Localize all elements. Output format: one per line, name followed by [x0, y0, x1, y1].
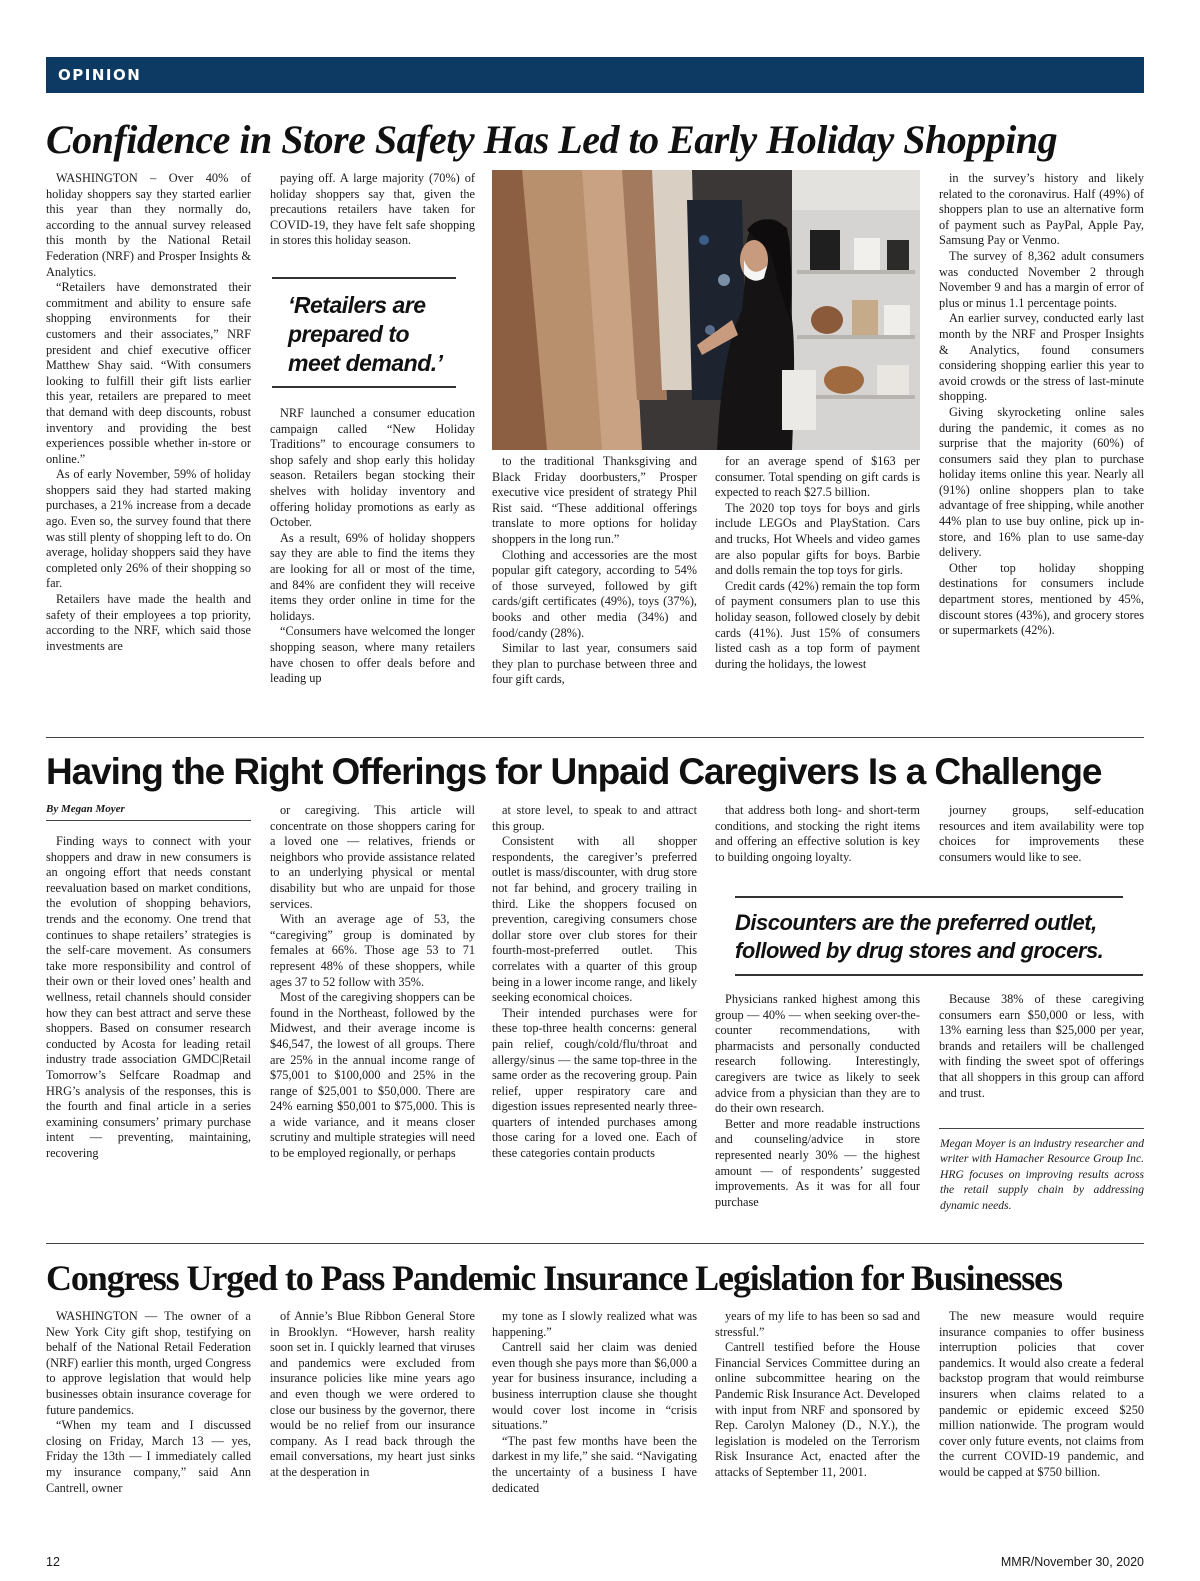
pullquote2-rule-top: [735, 896, 1123, 898]
article1-column-4: [715, 454, 920, 727]
article2-headline: Having the Right Offerings for Unpaid Caregivers Is a Challenge: [46, 751, 1102, 792]
article1-column-2-bottom: [270, 406, 475, 727]
pullquote2-rule-bottom: [735, 974, 1143, 976]
article3-column-1: [46, 1309, 251, 1537]
paragraph: “The past few months have been the darkest in my life,” she said. “Navigating the uncertainty of a business I have dedicated: [492, 1433, 697, 1495]
article1-column-2-top: [270, 171, 475, 267]
page-number: 12: [46, 1555, 60, 1569]
paragraph: An earlier survey, conducted early last month by the NRF and Prosper Insights & Analytics, found consumers considering shopping earlier this year to avoid crowds or the stress of last-minute shopping.: [939, 311, 1144, 404]
pullquote-rule-top: [272, 277, 456, 279]
article2-pullquote: Discounters are the preferred outlet, followed by drug stores and grocers.: [735, 910, 1104, 963]
article2-column-4-top: [715, 803, 920, 883]
article1-headline: Confidence in Store Safety Has Led to Early Holiday Shopping: [46, 117, 1058, 162]
paragraph: The new measure would require insurance companies to offer business interruption policies that cover pandemics. It would also create a federal backstop program that would reimburse insurers when claims related to a pandemic or epidemic exceed $250 million nationwide. The program would cover only future events, not claims from the current COVID-19 pandemic, and would be capped at $750 billion.: [939, 1309, 1144, 1479]
paragraph: Most of the caregiving shoppers can be found in the Northeast, followed by the Midwest, and their average income is $46,547, the lowest of all groups. There are 25% in the annual income range of $75,001 to $100,000 and 25% in the range of $25,001 to $50,000. There are 24% earning $50,001 to $75,000. This is a wide variance, and it means closer scrutiny and multiple strategies will need to be employed regionally, or perhaps: [270, 990, 475, 1161]
byline-rule: [46, 820, 251, 821]
paragraph: Cantrell testified before the House Financial Services Committee during an online subcommittee hearing on the Pandemic Risk Insurance Act. Developed with input from NRF and sponsored by Rep. Carolyn Maloney (D., N.Y.), the legislation is modeled on the Terrorism Risk Insurance Act, enacted after the attacks of September 11, 2001.: [715, 1340, 920, 1479]
issue-date: MMR/November 30, 2020: [1000, 1555, 1144, 1569]
paragraph: at store level, to speak to and attract this group.: [492, 803, 697, 833]
article2-byline: By Megan Moyer: [46, 803, 125, 815]
paragraph: WASHINGTON – Over 40% of holiday shoppers say they started earlier this year than they normally do, according to the annual survey released this month by the National Retail Federation (NRF) and Prosper Insights & Analytics.: [46, 171, 251, 279]
article1-column-5: [939, 171, 1144, 727]
paragraph: Better and more readable instructions and counseling/advice in store represented nearly 30% — the highest amount — of respondents’ suggested improvements. As it was for all four purchase: [715, 1116, 920, 1209]
paragraph: Finding ways to connect with your shoppers and draw in new consumers is an ongoing effort that needs constant reevaluation based on market conditions, the evolution of shopping behaviors, trends and the economy. One trend that continues to shape retailers’ strategies is the self-care movement. As consumers take more responsibility and control of their own or their loved ones’ health and wellness, retail channels should consider how they can best attract and serve these shoppers. Based on consumer research conducted by Acosta for leading retail industry trade association GMDC|Retail Tomorrow’s Selfcare Roadmap and HRG’s analysis of the responses, this is the fourth and final article in a series examining consumers’ primary purchase intent — preventing, maintaining, recovering: [46, 834, 251, 1160]
article2-column-1: [46, 834, 251, 1230]
article3-column-4: [715, 1309, 920, 1537]
paragraph: paying off. A large majority (70%) of holiday shoppers say that, given the precautions retailers have taken for COVID-19, they have felt safe shopping in stores this holiday season.: [270, 171, 475, 248]
paragraph: Other top holiday shopping destinations for consumers include department stores, mentioned by 45%, discount stores (43%), and grocery stores or supermarkets (42%).: [939, 560, 1144, 638]
paragraph: journey groups, self-education resources and item availability were top choices for improvements these consumers would like to see.: [939, 803, 1144, 864]
paragraph: Credit cards (42%) remain the top form of payment consumers plan to use this holiday season, followed closely by debit cards (41%). Just 15% of consumers listed cash as a top form of payment during the holidays, the lowest: [715, 578, 920, 671]
paragraph: Physicians ranked highest among this group — 40% — when seeking over-the-counter recommendations, with pharmacists and personally conducted research following. Interestingly, caregivers are twice as likely to seek advice from a physician than they are to do their own research.: [715, 992, 920, 1116]
paragraph: that address both long- and short-term conditions, and stocking the right items and offering an effective solution is key to building ongoing loyalty.: [715, 803, 920, 864]
paragraph: Their intended purchases were for these top-three health concerns: general pain relief, cough/cold/flu/throat and allergy/sinus — the same top-three in the same order as the recovering group. Pain relief, upper respiratory care and digestion issues represented nearly three-quarters of intended purchases among those caring for a loved one. Each of these categories contain products: [492, 1005, 697, 1161]
paragraph: NRF launched a consumer education campaign called “New Holiday Traditions” to encourage consumers to shop safely and shop early this holiday season. Retailers began stocking their shelves with holiday inventory and offering holiday promotions as early as October.: [270, 406, 475, 530]
article2-column-5-top: [939, 803, 1144, 883]
paragraph: As a result, 69% of holiday shoppers say they are able to find the items they are looking for all or most of the time, and 84% are confident they will receive items they order online in time for the holidays.: [270, 530, 475, 623]
paragraph: for an average spend of $163 per consumer. Total spending on gift cards is expected to reach $27.5 billion.: [715, 454, 920, 500]
article2-column-2: [270, 803, 475, 1230]
paragraph: in the survey’s history and likely related to the coronavirus. Half (49%) of shoppers plan to use an alternative form of payment such as PayPal, Apple Pay, Samsung Pay or Venmo.: [939, 171, 1144, 248]
paragraph: Because 38% of these caregiving consumers earn $50,000 or less, with 13% earning less than $25,000 per year, brands and retailers will be challenged with finding the sweet spot of offerings that all shoppers in this group can afford and trust.: [939, 992, 1144, 1100]
article-divider-2: [46, 1243, 1144, 1244]
pullquote-rule-bottom: [272, 386, 456, 388]
paragraph: “When my team and I discussed closing on Friday, March 13 — yes, Friday the 13th — I immediately called my insurance company,” said Ann Cantrell, owner: [46, 1418, 251, 1495]
paragraph: With an average age of 53, the “caregiving” group is dominated by females at 66%. Those age 53 to 71 represent 48% of these shoppers, while ages 37 to 52 follow with 35%.: [270, 912, 475, 989]
article3-column-5: [939, 1309, 1144, 1537]
article3-column-3: [492, 1309, 697, 1537]
paragraph: Consistent with all shopper respondents, the caregiver’s preferred outlet is mass/discounter, with drug store not far behind, and grocery trailing in third. Like the shoppers focused on prevention, caregiving consumers chose dollar store over club stores for their fourth-most-preferred outlet. This correlates with a quarter of this group being in a lower income range, and likely seeking economical choices.: [492, 834, 697, 1005]
paragraph: or caregiving. This article will concentrate on those shoppers caring for a loved one — relatives, friends or neighbors who provide assistance related to an underlying physical or mental disability but who are unpaid for those services.: [270, 803, 475, 911]
article2-column-3: [492, 803, 697, 1230]
paragraph: Similar to last year, consumers said they plan to purchase between three and four gift cards,: [492, 641, 697, 687]
bio-rule: [939, 1128, 1144, 1129]
article2-column-4-bottom: [715, 992, 920, 1230]
shopper-photo: [492, 170, 920, 450]
paragraph: years of my life to has been so sad and stressful.”: [715, 1309, 920, 1339]
paragraph: Giving skyrocketing online sales during the pandemic, it comes as no surprise that the majority (60%) of consumers said they plan to purchase holiday items online this year. Nearly all (91%) online shoppers plan to take advantage of free shipping, while another 44% plan to use buy online, pick up in-store, and 16% plan to use same-day delivery.: [939, 404, 1144, 560]
paragraph: Retailers have made the health and safety of their employees a top priority, according to the NRF, which said those investments are: [46, 592, 251, 653]
shopper-photo-illustration: [492, 170, 920, 450]
article-divider-1: [46, 737, 1144, 738]
paragraph: The 2020 top toys for boys and girls include LEGOs and PlayStation. Cars and trucks, Hot Wheels and video games are also popular gifts for boys. Barbie and dolls remain the top toys for girls.: [715, 500, 920, 578]
article1-column-1: [46, 171, 251, 727]
paragraph: to the traditional Thanksgiving and Black Friday doorbusters,” Prosper executive vice president of strategy Phil Rist said. “These additional offerings translate to more options for holiday shoppers in the long run.”: [492, 454, 697, 546]
paragraph: “Consumers have welcomed the longer shopping season, where many retailers have chosen to offer deals before and leading up: [270, 624, 475, 686]
article3-column-2: [270, 1309, 475, 1537]
paragraph: of Annie’s Blue Ribbon General Store in Brooklyn. “However, harsh reality soon set in. I quickly learned that viruses and pandemics were excluded from insurance policies like mine years ago and even though we were ordered to close our business by the governor, there would be no relief from our insurance company. As I read back through the email conversations, my heart just sinks at the desperation in: [270, 1309, 475, 1479]
article1-pullquote: ‘Retailers are prepared to meet demand.’: [288, 292, 443, 376]
paragraph: WASHINGTON — The owner of a New York City gift shop, testifying on behalf of the National Retail Federation (NRF) earlier this month, urged Congress to approve legislation that would help businesses obtain insurance coverage for future pandemics.: [46, 1309, 251, 1417]
article2-column-5-bottom: [939, 992, 1144, 1122]
paragraph: Clothing and accessories are the most popular gift category, according to 54% of those surveyed, followed by gift cards/gift certificates (49%), toys (37%), books and other media (34%) and food/candy (28%).: [492, 547, 697, 640]
paragraph: Cantrell said her claim was denied even though she pays more than $6,000 a year for business insurance, including a business interruption clause she thought would cover lost income in “crisis situations.”: [492, 1340, 697, 1433]
article3-headline: Congress Urged to Pass Pandemic Insurance Legislation for Businesses: [46, 1258, 1062, 1298]
paragraph: The survey of 8,362 adult consumers was conducted November 2 through November 9 and has a margin of error of plus or minus 1.1 percentage points.: [939, 248, 1144, 310]
article1-column-3: [492, 454, 697, 727]
section-banner: [46, 57, 1144, 93]
paragraph: As of early November, 59% of holiday shoppers said they had started making purchases, a 21% increase from a decade ago. Even so, the survey found that there was still plenty of shopping left to do. On average, holiday shoppers said they have completed only 26% of their shopping so far.: [46, 467, 251, 591]
paragraph: “Retailers have demonstrated their commitment and ability to ensure safe shopping environments for their customers and their associates,” NRF president and chief executive officer Matthew Shay said. “With consumers looking to fulfill their gift lists earlier this year, retailers are prepared to meet that demand with deep discounts, robust inventory and providing the best experiences possible whether in-store or online.”: [46, 280, 251, 466]
paragraph: my tone as I slowly realized what was happening.”: [492, 1309, 697, 1339]
section-label: OPINION: [58, 66, 142, 84]
author-bio: Megan Moyer is an industry researcher and writer with Hamacher Resource Group Inc. HRG focuses on improving results across the retail supply chain by addressing dynamic needs.: [940, 1137, 1144, 1212]
